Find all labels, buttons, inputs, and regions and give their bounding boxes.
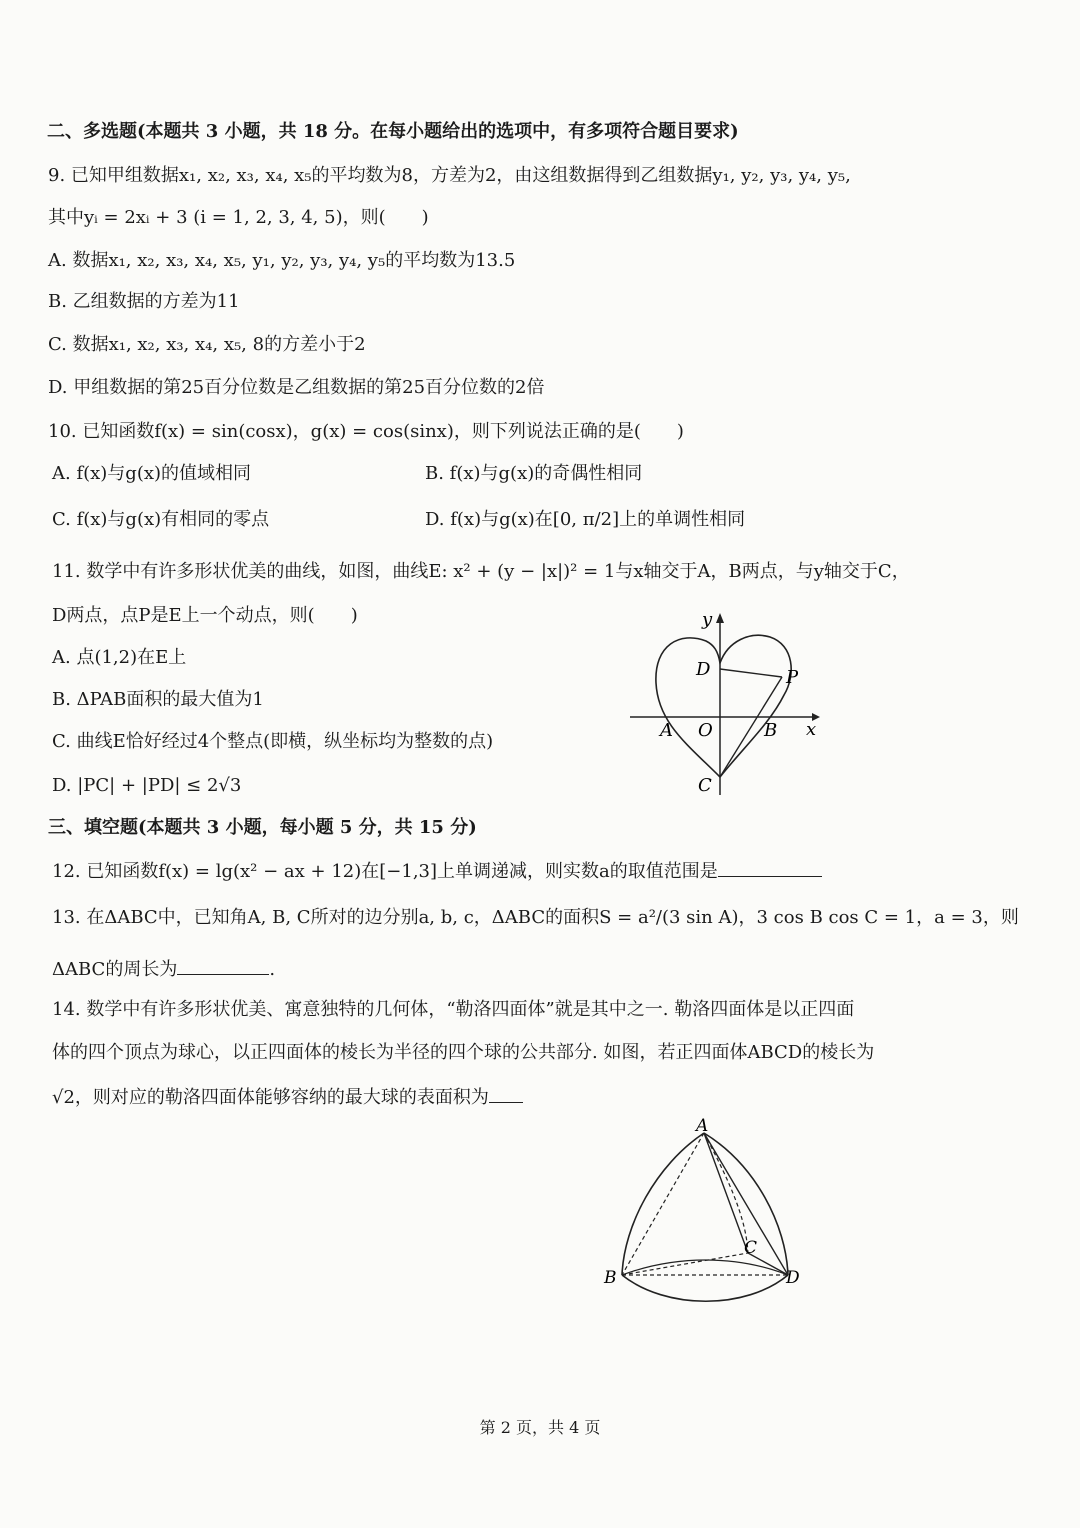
- label-d: D: [696, 659, 711, 680]
- page-footer: 第 2 页，共 4 页: [479, 1418, 601, 1437]
- q13-stem-line2: ΔABC的周长为: [52, 959, 178, 980]
- q9-option-c: C. 数据x₁, x₂, x₃, x₄, x₅, 8的方差小于2: [48, 334, 366, 355]
- q9-stem-line1: 9. 已知甲组数据x₁, x₂, x₃, x₄, x₅的平均数为8，方差为2，由这组数据得到乙组数据y₁, y₂, y₃, y₄, y₅,: [48, 165, 851, 186]
- q11-option-c: C. 曲线E恰好经过4个整点(即横，纵坐标均为整数的点): [52, 731, 494, 752]
- q11-option-d: D. |PC| + |PD| ≤ 2√3: [52, 775, 242, 796]
- q12-answer-blank[interactable]: [718, 858, 822, 877]
- q11-stem-line1: 11. 数学中有许多形状优美的曲线，如图，曲线E: x² + (y − |x|)² = 1与x轴交于A，B两点，与y轴交于C，: [52, 561, 910, 582]
- edge-ab: [622, 1133, 704, 1275]
- q13-answer-blank[interactable]: [177, 956, 269, 975]
- label-c: C: [744, 1238, 758, 1258]
- segment-dp: [720, 669, 782, 677]
- q11-option-a: A. 点(1,2)在E上: [52, 647, 187, 668]
- label-b: B: [764, 720, 778, 741]
- q10-option-b: B. f(x)与g(x)的奇偶性相同: [425, 463, 643, 484]
- q12-row: [52, 858, 822, 884]
- label-a: A: [696, 1116, 709, 1136]
- heart-curve: [656, 635, 791, 777]
- label-o: O: [698, 720, 713, 741]
- arc-bd-upper: [622, 1260, 788, 1275]
- q9-stem-line2: 其中yᵢ = 2xᵢ + 3 (i = 1, 2, 3, 4, 5)，则( ): [48, 207, 429, 228]
- label-x: x: [806, 719, 817, 740]
- q9-option-a: A. 数据x₁, x₂, x₃, x₄, x₅, y₁, y₂, y₃, y₄, y₅的平均数为13.5: [48, 250, 516, 271]
- arc-bd-lower: [622, 1275, 788, 1301]
- edge-ac: [704, 1133, 748, 1253]
- q14-stem-line1: 14. 数学中有许多形状优美、寓意独特的几何体，“勒洛四面体”就是其中之一. 勒洛四面体是以正四面: [52, 999, 855, 1020]
- reuleaux-tetrahedron-figure: [596, 1115, 816, 1320]
- q13-stem-line1: 13. 在ΔABC中，已知角A, B, C所对的边分别a, b, c，ΔABC的面积S = a²/(3 sin A)，3 cos B cos C = 1，a = 3，则: [52, 907, 1019, 928]
- q9-option-d: D. 甲组数据的第25百分位数是乙组数据的第25百分位数的2倍: [48, 377, 545, 398]
- q14-row3: [52, 1084, 523, 1110]
- q14-stem-line3: √2，则对应的勒洛四面体能够容纳的最大球的表面积为: [52, 1087, 489, 1108]
- section-heading-fill-in: 三、填空题(本题共 3 小题，每小题 5 分，共 15 分): [48, 817, 477, 838]
- q11-option-b: B. ΔPAB面积的最大值为1: [52, 689, 264, 710]
- q14-answer-blank[interactable]: [489, 1084, 523, 1103]
- q9-option-b: B. 乙组数据的方差为11: [48, 291, 240, 312]
- q12-stem: 12. 已知函数f(x) = lg(x² − ax + 12)在[−1,3]上单调递减，则实数a的取值范围是: [52, 861, 718, 882]
- label-y: y: [702, 609, 713, 630]
- label-p: P: [786, 667, 799, 688]
- section-heading-multiple-choice: 二、多选题(本题共 3 小题，共 18 分。在每小题给出的选项中，有多项符合题目要求): [47, 121, 739, 142]
- label-b: B: [604, 1268, 617, 1288]
- label-c: C: [698, 775, 712, 796]
- edge-bc: [622, 1253, 748, 1275]
- q10-option-a: A. f(x)与g(x)的值域相同: [52, 463, 252, 484]
- q10-option-d: D. f(x)与g(x)在[0, π/2]上的单调性相同: [425, 509, 746, 530]
- q11-stem-line2: D两点，点P是E上一个动点，则( ): [52, 605, 358, 626]
- label-a: A: [660, 720, 673, 741]
- q13-period: .: [269, 959, 276, 980]
- heart-curve-figure: [620, 605, 840, 800]
- y-axis-arrow: [716, 613, 724, 623]
- q13-row2: [52, 956, 275, 982]
- label-d: D: [786, 1268, 800, 1288]
- q14-stem-line2: 体的四个顶点为球心，以正四面体的棱长为半径的四个球的公共部分. 如图，若正四面体ABCD的棱长为: [52, 1042, 875, 1063]
- q10-stem: 10. 已知函数f(x) = sin(cosx)，g(x) = cos(sinx)，则下列说法正确的是( ): [48, 421, 684, 442]
- q10-option-c: C. f(x)与g(x)有相同的零点: [52, 509, 270, 530]
